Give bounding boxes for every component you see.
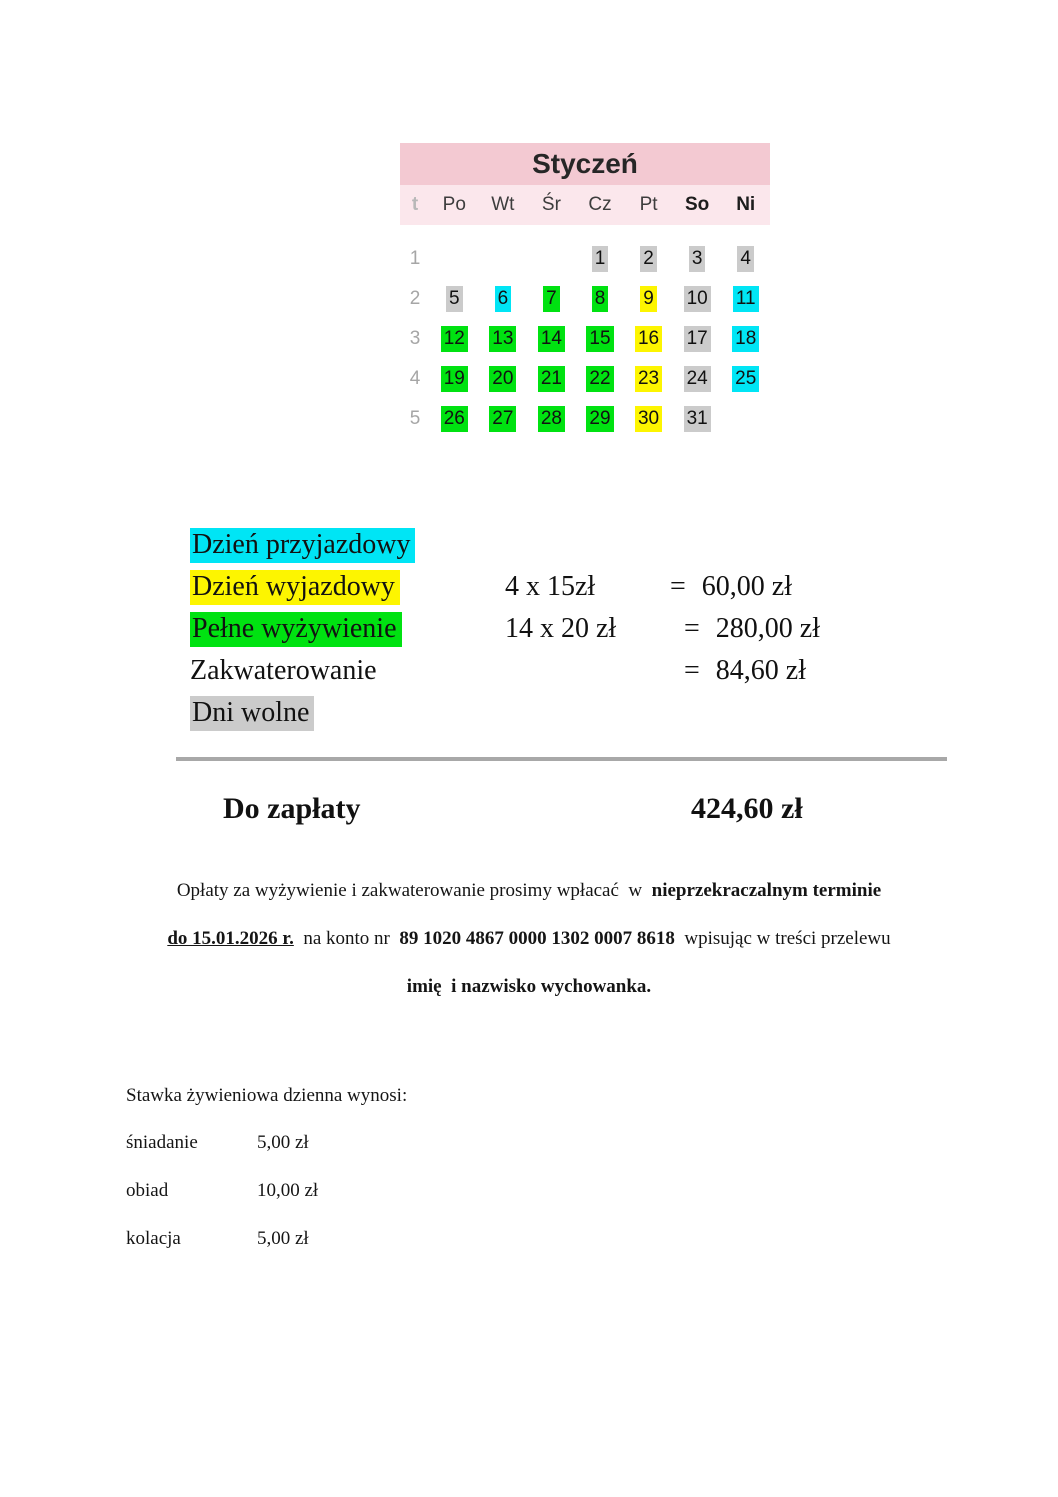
week-number: 5 xyxy=(409,408,421,429)
payment-note-line xyxy=(60,976,998,998)
equals-sign: = xyxy=(670,571,686,602)
calendar-day-13: 13 xyxy=(489,326,516,352)
calendar-week-row xyxy=(400,319,770,359)
text-segment: na konto nr xyxy=(293,928,400,949)
rate-label: kolacja xyxy=(126,1228,181,1249)
total-label: Do zapłaty xyxy=(223,792,361,825)
payment-note-line xyxy=(60,928,998,950)
calendar-day-4: 4 xyxy=(737,246,754,272)
rate-row xyxy=(126,1132,407,1154)
calendar-day-31: 31 xyxy=(684,406,711,432)
calendar xyxy=(400,143,770,439)
legend-label-col xyxy=(190,529,505,561)
calendar-day-25: 25 xyxy=(732,366,759,392)
calendar-day-28: 28 xyxy=(538,406,565,432)
legend-amount: 280,00 zł xyxy=(715,613,821,644)
calendar-day-3: 3 xyxy=(689,246,706,272)
rates-section xyxy=(126,1085,407,1276)
calendar-day-2: 2 xyxy=(640,246,657,272)
calendar-day-12: 12 xyxy=(441,326,468,352)
text-segment: nieprzekraczalnym terminie xyxy=(651,880,882,901)
legend xyxy=(190,524,820,734)
weekday-header-Wt: Wt xyxy=(491,194,515,215)
legend-amount-col xyxy=(670,655,806,687)
rate-label: obiad xyxy=(126,1180,169,1201)
legend-label: Dzień przyjazdowy xyxy=(190,528,415,563)
payment-note xyxy=(60,880,998,1024)
weekday-header-So: So xyxy=(684,194,710,215)
equals-sign: = xyxy=(684,655,700,686)
weekday-header-Cz: Cz xyxy=(588,194,612,215)
legend-amount: 60,00 zł xyxy=(701,571,793,602)
calendar-week-row xyxy=(400,279,770,319)
weekday-header-t: t xyxy=(411,194,419,215)
calendar-week-row xyxy=(400,239,770,279)
rate-row xyxy=(126,1180,407,1202)
rate-value: 5,00 zł xyxy=(257,1132,309,1153)
calendar-day-21: 21 xyxy=(538,366,565,392)
total-amount: 424,60 zł xyxy=(691,792,803,825)
week-number: 2 xyxy=(409,288,421,309)
text-segment: Opłaty za wyżywienie i zakwaterowanie prosimy wpłacać w xyxy=(176,880,652,901)
week-number: 3 xyxy=(409,328,421,349)
text-segment: imię i nazwisko wychowanka. xyxy=(406,976,652,997)
legend-row xyxy=(190,608,820,650)
legend-amount: 84,60 zł xyxy=(715,655,807,686)
legend-quantity: 14 x 20 zł xyxy=(505,613,617,644)
calendar-day-11: 11 xyxy=(733,286,759,312)
legend-quantity: 4 x 15zł xyxy=(505,571,596,602)
calendar-day-9: 9 xyxy=(640,286,657,312)
calendar-day-29: 29 xyxy=(586,406,613,432)
weekday-header-Po: Po xyxy=(442,194,466,215)
rates-rows xyxy=(126,1132,407,1250)
payment-note-line xyxy=(60,880,998,902)
rate-value: 10,00 zł xyxy=(257,1180,319,1201)
weekday-header-Pt: Pt xyxy=(639,194,658,215)
legend-row xyxy=(190,524,820,566)
calendar-day-15: 15 xyxy=(586,326,613,352)
calendar-day-7: 7 xyxy=(543,286,560,312)
calendar-day-27: 27 xyxy=(489,406,516,432)
calendar-day-20: 20 xyxy=(489,366,516,392)
calendar-day-22: 22 xyxy=(586,366,613,392)
calendar-week-row xyxy=(400,399,770,439)
rate-label: śniadanie xyxy=(126,1132,198,1153)
calendar-day-30: 30 xyxy=(635,406,662,432)
week-number: 4 xyxy=(409,368,421,389)
weekday-header-Ni: Ni xyxy=(736,194,756,215)
calendar-day-14: 14 xyxy=(538,326,565,352)
legend-label: Zakwaterowanie xyxy=(190,655,377,686)
text-segment: wpisując w treści przelewu xyxy=(674,928,891,949)
legend-amount-col xyxy=(670,613,820,645)
legend-label-col xyxy=(190,697,505,729)
week-number: 1 xyxy=(409,248,421,269)
calendar-day-24: 24 xyxy=(684,366,711,392)
legend-label-col xyxy=(190,613,505,645)
calendar-day-8: 8 xyxy=(592,286,609,312)
calendar-day-23: 23 xyxy=(635,366,662,392)
rate-value: 5,00 zł xyxy=(257,1228,309,1249)
text-segment: 89 1020 4867 0000 1302 0007 8618 xyxy=(399,928,675,949)
text-segment: do 15.01.2026 r. xyxy=(167,928,294,949)
legend-row xyxy=(190,650,820,692)
legend-label-col xyxy=(190,655,505,687)
equals-sign: = xyxy=(684,613,700,644)
calendar-day-19: 19 xyxy=(441,366,468,392)
calendar-day-6: 6 xyxy=(495,286,512,312)
total-row xyxy=(0,792,1058,834)
calendar-day-5: 5 xyxy=(446,286,463,312)
legend-row xyxy=(190,692,820,734)
legend-label: Pełne wyżywienie xyxy=(190,612,402,647)
rate-row xyxy=(126,1228,407,1250)
calendar-day-17: 17 xyxy=(684,326,711,352)
legend-row xyxy=(190,566,820,608)
calendar-month-title: Styczeń xyxy=(400,143,770,185)
legend-label: Dni wolne xyxy=(190,696,314,731)
legend-label: Dzień wyjazdowy xyxy=(190,570,400,605)
summary-divider xyxy=(176,757,947,761)
calendar-week-row xyxy=(400,359,770,399)
calendar-day-18: 18 xyxy=(732,326,759,352)
legend-amount-col xyxy=(670,571,792,603)
rates-heading: Stawka żywieniowa dzienna wynosi: xyxy=(126,1085,408,1106)
weekday-header-Śr: Śr xyxy=(541,194,561,215)
calendar-day-10: 10 xyxy=(684,286,711,312)
calendar-day-16: 16 xyxy=(635,326,662,352)
calendar-weeks xyxy=(400,225,770,439)
calendar-day-1: 1 xyxy=(592,246,609,272)
calendar-day-26: 26 xyxy=(441,406,468,432)
calendar-weekday-row xyxy=(400,185,770,225)
legend-label-col xyxy=(190,571,505,603)
